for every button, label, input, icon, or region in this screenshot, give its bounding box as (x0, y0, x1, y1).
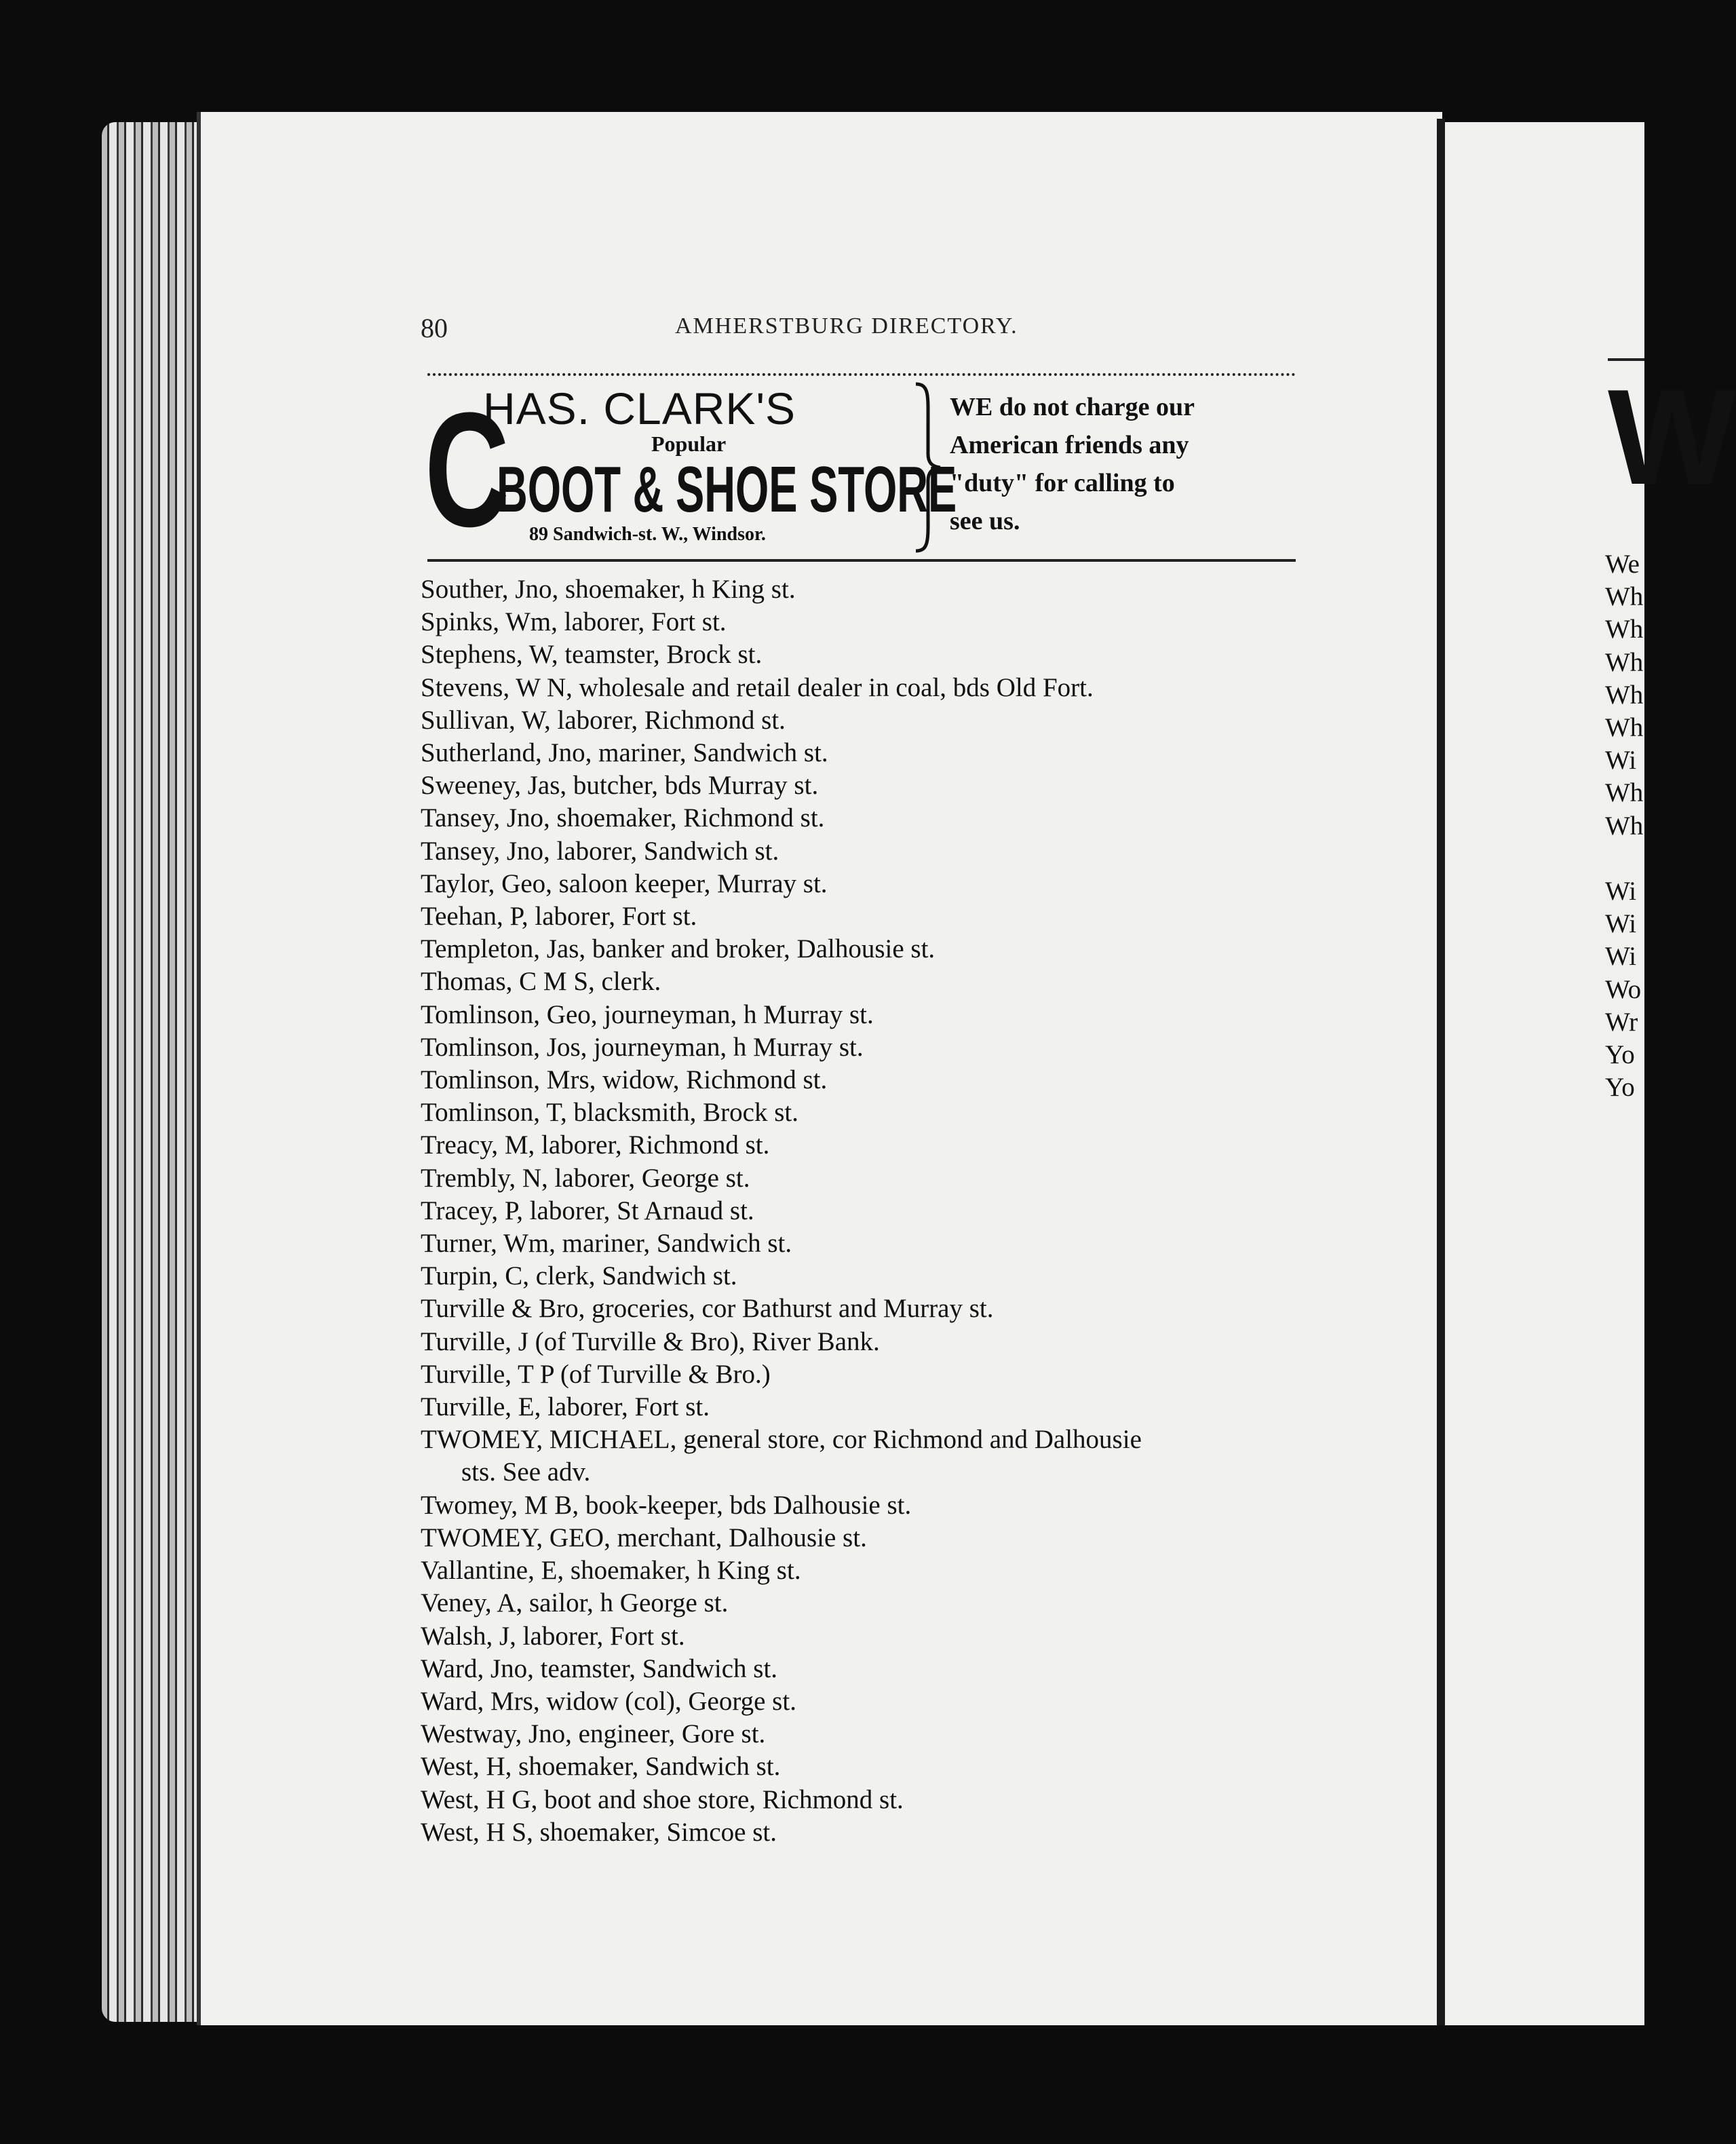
facing-fragment-gap (1605, 843, 1644, 875)
running-head (421, 312, 1303, 346)
facing-fragment: Wh (1605, 615, 1644, 645)
ad-store-type: BOOT & SHOE STORE (497, 453, 957, 526)
directory-entry: Stevens, W N, wholesale and retail dealer in coal, bds Old Fort. (421, 672, 1094, 702)
directory-entry: Turner, Wm, mariner, Sandwich st. (421, 1229, 792, 1259)
facing-fragment: Yo (1605, 1073, 1635, 1103)
directory-entry: Tomlinson, T, blacksmith, Brock st. (421, 1098, 798, 1128)
facing-page-big-letter: W (1608, 362, 1736, 513)
directory-entry: Turville & Bro, groceries, cor Bathurst and Murray st. (421, 1294, 994, 1324)
directory-entry: Trembly, N, laborer, George st. (421, 1163, 750, 1193)
ad-slogan-line: WE do not charge our (950, 393, 1195, 421)
facing-page-rule (1608, 358, 1644, 361)
directory-entry: Tracey, P, laborer, St Arnaud st. (421, 1195, 754, 1225)
directory-entry-continuation: sts. See adv. (461, 1457, 591, 1487)
directory-entry: Souther, Jno, shoemaker, h King st. (421, 575, 796, 604)
facing-fragment: Wo (1605, 974, 1642, 1004)
directory-entry: Vallantine, E, shoemaker, h King st. (421, 1556, 801, 1586)
running-title: AMHERSTBURG DIRECTORY. (675, 313, 1018, 339)
directory-entry: Thomas, C M S, clerk. (421, 967, 661, 997)
directory-entry: Turville, E, laborer, Fort st. (421, 1392, 710, 1422)
ad-slogan (950, 388, 1289, 540)
ad-store-name: HAS. CLARK'S (483, 383, 796, 434)
facing-fragment: Yo (1605, 1040, 1635, 1070)
directory-entry: Tomlinson, Jos, journeyman, h Murray st. (421, 1032, 864, 1062)
directory-entry: Tomlinson, Mrs, widow, Richmond st. (421, 1065, 828, 1095)
facing-fragment: Wi (1605, 909, 1637, 939)
directory-entries (421, 573, 1303, 1849)
facing-fragment: Wh (1605, 680, 1644, 710)
directory-entry: Veney, A, sailor, h George st. (421, 1588, 729, 1618)
facing-fragment: Wi (1605, 746, 1637, 776)
facing-fragment: Wi (1605, 942, 1637, 972)
directory-entry: Spinks, Wm, laborer, Fort st. (421, 607, 727, 637)
facing-page-fragments (1605, 548, 1644, 1104)
directory-entry: Taylor, Geo, saloon keeper, Murray st. (421, 868, 828, 898)
directory-entry: Teehan, P, laborer, Fort st. (421, 902, 697, 932)
facing-fragment: We (1605, 550, 1640, 579)
directory-entry: Sutherland, Jno, mariner, Sandwich st. (421, 738, 828, 768)
directory-entry: Templeton, Jas, banker and broker, Dalhousie st. (421, 934, 935, 964)
page-number: 80 (421, 313, 448, 343)
facing-fragment: Wh (1605, 582, 1644, 612)
directory-entry: Turville, J (of Turville & Bro), River Bank. (421, 1326, 880, 1356)
directory-entry: Sullivan, W, laborer, Richmond st. (421, 705, 786, 735)
directory-entry: West, H, shoemaker, Sandwich st. (421, 1752, 781, 1782)
directory-entry: Westway, Jno, engineer, Gore st. (421, 1719, 766, 1749)
directory-entry: Ward, Jno, teamster, Sandwich st. (421, 1653, 778, 1683)
clark-advertisement (427, 373, 1296, 562)
directory-entry: Ward, Mrs, widow (col), George st. (421, 1686, 796, 1716)
facing-fragment: Wh (1605, 713, 1644, 743)
facing-fragment: Wh (1605, 778, 1644, 808)
directory-entry: Turpin, C, clerk, Sandwich st. (421, 1261, 737, 1291)
ad-slogan-line: American friends any (950, 431, 1189, 459)
directory-entry: TWOMEY, GEO, merchant, Dalhousie st. (421, 1523, 867, 1552)
facing-fragment: Wr (1605, 1007, 1638, 1037)
directory-entry: Walsh, J, laborer, Fort st. (421, 1621, 685, 1651)
directory-entry: Stephens, W, teamster, Brock st. (421, 640, 763, 670)
directory-entry: Twomey, M B, book-keeper, bds Dalhousie st. (421, 1490, 912, 1520)
facing-fragment: Wh (1605, 647, 1644, 677)
ad-slogan-line: "duty" for calling to (950, 469, 1175, 497)
directory-entry: West, H S, shoemaker, Simcoe st. (421, 1817, 777, 1847)
facing-fragment: Wi (1605, 877, 1637, 906)
directory-entry: Tansey, Jno, laborer, Sandwich st. (421, 836, 779, 866)
ad-initial-letter: C (425, 379, 509, 560)
ad-address: 89 Sandwich-st. W., Windsor. (529, 524, 766, 545)
ad-brace-divider (910, 383, 944, 552)
book-gutter (1437, 119, 1445, 2025)
directory-entry: Treacy, M, laborer, Richmond st. (421, 1130, 770, 1160)
ad-popular-label: Popular (651, 432, 727, 456)
directory-entry: Tomlinson, Geo, journeyman, h Murray st. (421, 999, 874, 1029)
directory-entry: West, H G, boot and shoe store, Richmond st. (421, 1784, 904, 1814)
directory-entry: Tansey, Jno, shoemaker, Richmond st. (421, 803, 825, 833)
directory-entry: TWOMEY, MICHAEL, general store, cor Richmond and Dalhousie (421, 1425, 1142, 1455)
directory-entry: Turville, T P (of Turville & Bro.) (421, 1359, 771, 1389)
facing-fragment: Wh (1605, 811, 1644, 841)
ad-slogan-line: see us. (950, 507, 1020, 535)
directory-entry: Sweeney, Jas, butcher, bds Murray st. (421, 771, 819, 801)
